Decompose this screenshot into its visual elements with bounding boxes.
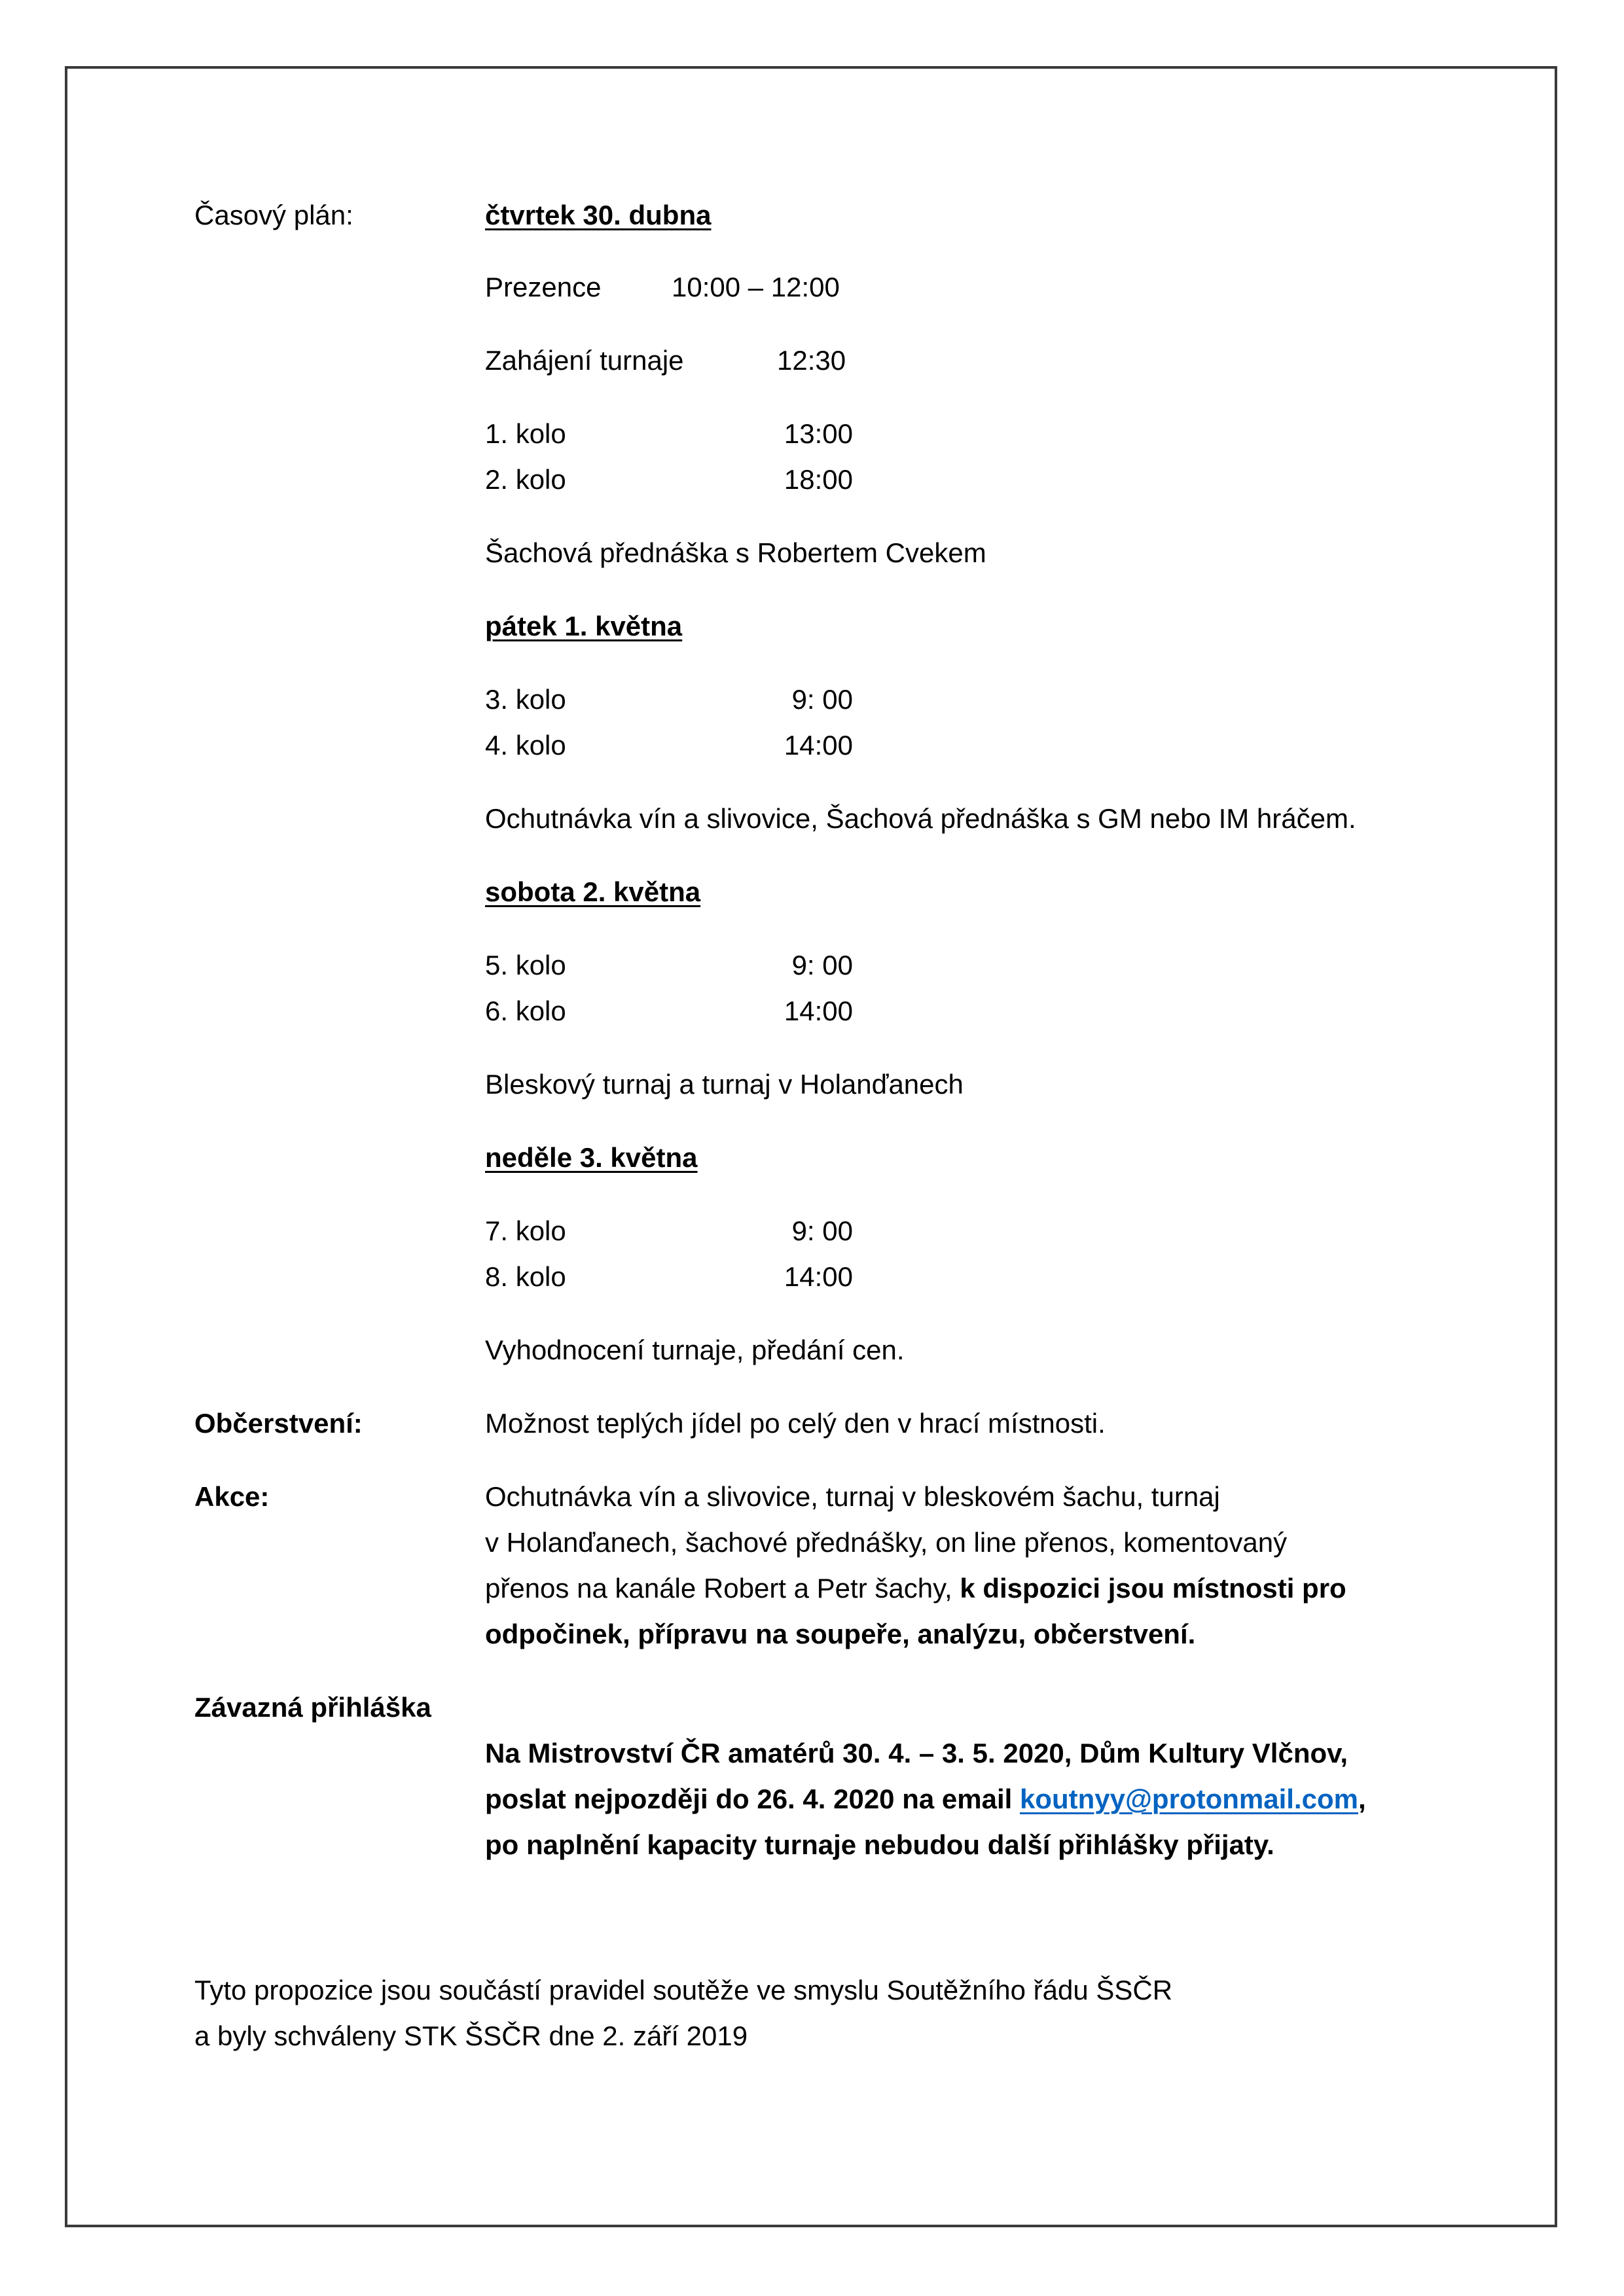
round-time: 14:00 [784,996,853,1026]
round-label: 1. kolo [485,418,566,449]
day-heading-sunday: neděle 3. května [485,1142,698,1173]
round-label: 8. kolo [485,1261,566,1292]
opening-label: Zahájení turnaje [485,345,684,376]
day-heading-thursday: čtvrtek 30. dubna [485,200,712,230]
round-time: 9: 00 [791,950,853,980]
events-line: Ochutnávka vín a slivovice, turnaj v bleskovém šachu, turnaj [485,1481,1220,1512]
round-label: 3. kolo [485,684,566,715]
page-border [65,66,1557,2227]
events-line-bold: k dispozici jsou místnosti pro [960,1573,1346,1604]
refreshments-label: Občerstvení: [194,1408,363,1439]
day-note: Bleskový turnaj a turnaj v Holanďanech [485,1069,964,1100]
round-time: 13:00 [784,418,853,449]
day-note: Ochutnávka vín a slivovice, Šachová přednáška s GM nebo IM hráčem. [485,803,1356,834]
round-label: 5. kolo [485,950,566,980]
day-note: Šachová přednáška s Robertem Cvekem [485,537,986,568]
opening-time: 12:30 [777,345,846,376]
day-heading-saturday: sobota 2. května [485,876,701,907]
footer-line: a byly schváleny STK ŠSČR dne 2. září 2019 [194,2020,748,2051]
email-link[interactable]: koutnyy@protonmail.com [1019,1784,1358,1814]
events-label: Akce: [194,1481,270,1512]
round-label: 4. kolo [485,730,566,761]
events-line: v Holanďanech, šachové přednášky, on line přenos, komentovaný [485,1527,1288,1558]
round-time: 14:00 [784,730,853,761]
registration-line: Na Mistrovství ČR amatérů 30. 4. – 3. 5. 2020, Dům Kultury Vlčnov, [485,1738,1348,1768]
presence-time: 10:00 – 12:00 [672,272,840,302]
events-line-normal: přenos na kanále Robert a Petr šachy, [485,1573,960,1604]
round-label: 6. kolo [485,996,566,1026]
round-time: 14:00 [784,1261,853,1292]
round-time: 9: 00 [791,684,853,715]
round-time: 9: 00 [791,1215,853,1246]
presence-label: Prezence [485,272,602,302]
schedule-label: Časový plán: [194,200,353,230]
events-line-bold: odpočinek, přípravu na soupeře, analýzu, občerstvení. [485,1619,1196,1649]
round-time: 18:00 [784,464,853,495]
footer-line: Tyto propozice jsou součástí pravidel soutěže ve smyslu Soutěžního řádu ŠSČR [194,1975,1173,2005]
day-heading-friday: pátek 1. května [485,611,683,641]
registration-label: Závazná přihláška [194,1692,431,1723]
registration-line-prefix: poslat nejpozději do 26. 4. 2020 na email [485,1784,1020,1814]
registration-line-suffix: , [1358,1784,1366,1814]
round-label: 7. kolo [485,1215,566,1246]
round-label: 2. kolo [485,464,566,495]
registration-line [485,1783,1366,1816]
events-line [485,1572,1346,1605]
refreshments-text: Možnost teplých jídel po celý den v hrací místnosti. [485,1408,1106,1439]
registration-line: po naplnění kapacity turnaje nebudou další přihlášky přijaty. [485,1829,1274,1860]
day-note: Vyhodnocení turnaje, předání cen. [485,1335,905,1365]
